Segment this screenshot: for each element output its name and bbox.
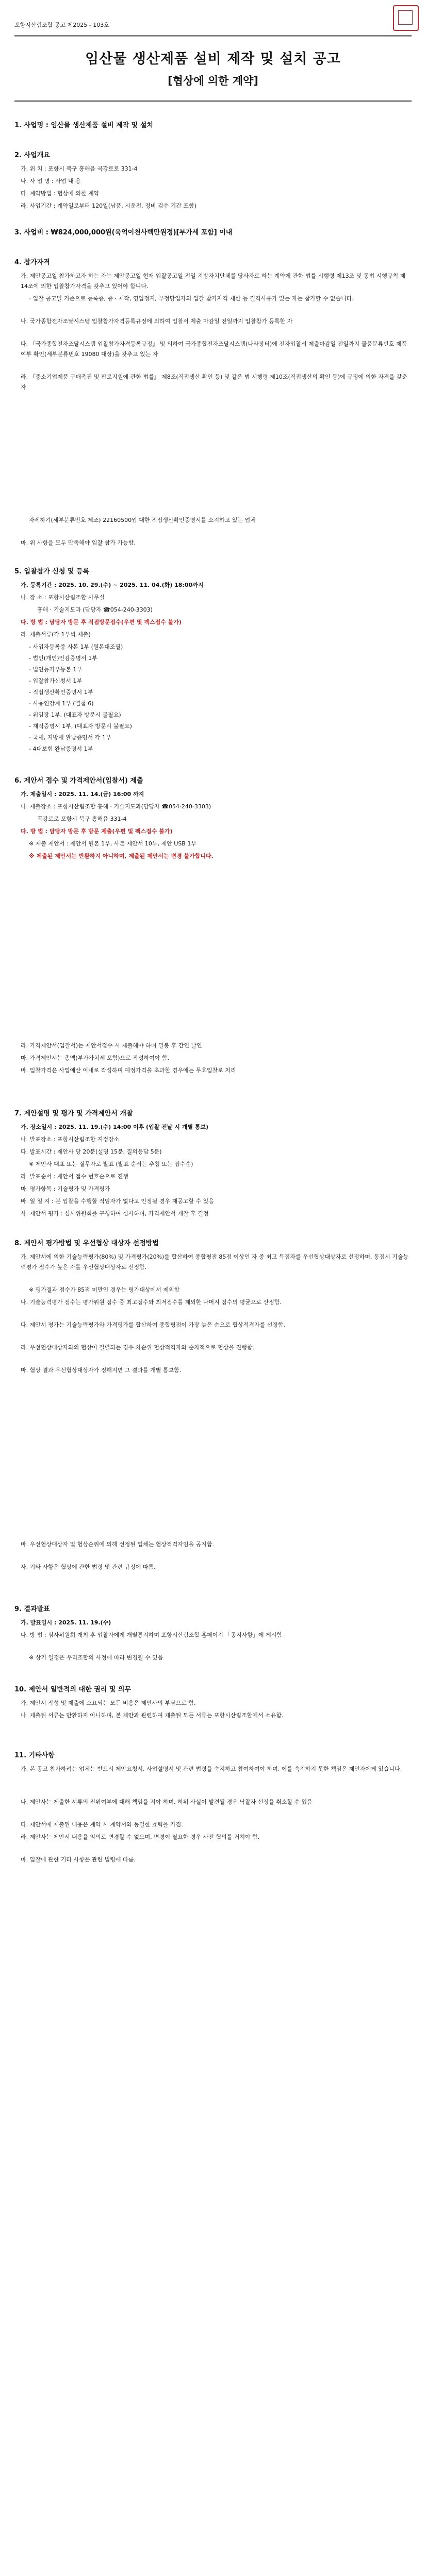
section-3-title: 3. 사업비 : ₩824,000,000원(육억이천사백만원정)[부가세 포함] 이내 (14, 229, 233, 236)
section-10-line: 나. 제출된 서류는 반환하지 아니하며, 본 제안과 관련하여 제출된 모든 서류는 포항시산림조합에서 소유함. (21, 1712, 284, 1719)
section-9-line: 가. 발표일시 : 2025. 11. 19.(수) (21, 1619, 111, 1626)
section-7-line: 바. 일 일 지 : 본 입찰을 수행할 적임자가 없다고 인정될 경우 재공고할 수 있음 (21, 1198, 214, 1205)
section-4-line: 다. 『국가종합전자조달시스템 입찰참가자격등록규정』 및 의하여 국가종합전자조달시스템(나라장터)에 전자입찰서 제출마감일 전일까지 물품분류번호 제품 여부 확인(세부분류번호 19080 대상)을 갖추고 있는 자 (21, 341, 407, 358)
section-5-title: 5. 입찰참가 신청 및 등록 (14, 568, 90, 575)
section-6-line: 바. 입찰가격은 사업예산 이내로 작성하며 예정가격을 초과한 경우에는 무효입찰로 처리 (21, 1067, 236, 1074)
section-7-line: 마. 평가항목 : 기술평가 및 가격평가 (21, 1185, 110, 1192)
page-title: 임산물 생산제품 설비 제작 및 설치 공고 (85, 51, 341, 67)
section-8-line: 사. 기타 사항은 협상에 관한 법령 및 관련 규정에 따름. (21, 1564, 156, 1570)
section-5-line: 라. 제출서류(각 1부씩 제출) (21, 631, 91, 638)
section-11-line: 가. 본 공고 참가하려는 업체는 반드시 제안요청서, 사업설명서 및 관련 법령을 숙지하고 참여하여야 하며, 이를 숙지하지 못한 책임은 제안자에게 있습니다. (21, 1766, 402, 1772)
section-6-line: ※ 제출 제안서 : 제안서 원본 1부, 사본 제안서 10부, 제안 USB 1부 (29, 840, 196, 847)
section-1-title: 1. 사업명 : 임산물 생산제품 설비 제작 및 설치 (14, 122, 153, 129)
section-5-line: - 법인등기부등본 1부 (29, 666, 82, 673)
section-4-line: 라. 『중소기업제품 구매촉진 및 판로지원에 관한 법률』 제8조(직접생산 확인 등) 및 같은 법 시행령 제10조(직접생산의 확인 등)에 규정에 의한 자격을 갖춘 자 (21, 374, 407, 391)
section-8-line: 나. 기술능력평가 점수는 평가위원 점수 중 최고점수와 최저점수를 제외한 나머지 점수의 평균으로 산정함. (21, 1299, 282, 1306)
section-10-title: 10. 제안서 일반적의 대한 권리 및 의무 (14, 1686, 131, 1693)
title-box (14, 35, 412, 102)
section-5-line: - 법인(개인)인감증명서 1부 (29, 655, 97, 662)
section-7-line: ※ 제안사 대표 또는 실무자로 발표 (발표 순서는 추첨 또는 접수순) (29, 1161, 193, 1167)
section-6-line: 가. 제출일시 : 2025. 11. 14.(금) 16:00 까지 (21, 791, 144, 798)
section-8-line: 다. 제안서 평가는 기술능력평가와 가격평가를 합산하여 종합평점이 가장 높은 순으로 협상적격자를 선정함. (21, 1321, 285, 1328)
organization-seal-icon (393, 5, 419, 31)
notice-number: 포항시산림조합 공고 제2025 - 103호 (14, 22, 109, 28)
section-7-line: 다. 발표시간 : 제안사 당 20분(설명 15분, 질의응답 5분) (21, 1148, 162, 1155)
section-11-line: 나. 제안사는 제출한 서류의 진위여부에 대해 책임을 져야 하며, 허위 사실이 발견될 경우 낙찰자 선정을 취소할 수 있음 (21, 1799, 313, 1805)
section-11-title: 11. 기타사항 (14, 1752, 55, 1759)
section-8-line: 마. 협상 결과 우선협상대상자가 정해지면 그 결과를 개별 통보함. (21, 1367, 182, 1374)
section-7-title: 7. 제안설명 및 평가 및 가격제안서 개찰 (14, 1110, 133, 1117)
section-5-line: - 직접생산확인증명서 1부 (29, 689, 93, 696)
section-5-line: 나. 장 소 : 포항시산림조합 사무실 (21, 594, 105, 601)
section-9-title: 9. 결과발표 (14, 1605, 50, 1613)
section-5-line: - 재직증명서 1부, (대표자 방문시 불필요) (29, 723, 132, 730)
section-4-line: 자세하기(세부분류번호 제조) 22160500입 대한 직접생산확인증명서를 소지하고 있는 업체 (29, 517, 256, 523)
section-4-line: 마. 위 사항을 모두 만족해야 입찰 참가 가능함. (21, 539, 136, 546)
section-7-line: 나. 발표장소 : 포항시산림조합 지정장소 (21, 1136, 120, 1143)
section-5-line: 흥해 · 기술지도과 (담당자 ☎054-240-3303) (37, 606, 153, 613)
page-subtitle: [협상에 의한 계약] (168, 75, 258, 87)
section-6-line: ※ 제출된 제안서는 반환하지 아니하며, 제출된 제안서는 변경 불가합니다. (29, 853, 214, 859)
section-10-line: 가. 제안서 작성 및 제출에 소요되는 모든 비용은 제안사의 부담으로 함. (21, 1700, 196, 1706)
section-11-line: 마. 입찰에 관한 기타 사항은 관련 법령에 따름. (21, 1856, 136, 1863)
section-5-line: - 위임장 1부, (대표자 방문시 불필요) (29, 711, 121, 718)
section-2-line: 가. 위 치 : 포항시 북구 흥해읍 곡강로로 331-4 (21, 165, 138, 172)
section-8-line: 바. 우선협상대상자 및 협상순위에 의해 선정된 업체는 협상적격자임을 공지함. (21, 1541, 214, 1548)
section-7-line: 가. 장소일시 : 2025. 11. 19.(수) 14:00 이후 (입찰 전날 시 개별 통보) (21, 1124, 209, 1130)
section-9-line: 나. 방 법 : 심사위원회 개최 후 입찰자에게 개별통지하며 포항시산림조합 홈페이지 「공지사항」에 게시함 (21, 1632, 282, 1638)
section-8-line: ※ 평가결과 점수가 85점 미만인 경우는 평가대상에서 제외함 (29, 1286, 180, 1293)
section-11-line: 다. 제안서에 제출된 내용은 계약 시 계약서와 동일한 효력을 가짐. (21, 1821, 183, 1828)
section-5-line: 가. 등록기간 : 2025. 10. 29.(수) ~ 2025. 11. 04.(화) 18:00까지 (21, 582, 204, 588)
section-6-line: 곡강로로 포항시 북구 흥해읍 331-4 (37, 816, 127, 822)
section-9-line: ※ 상기 일정은 우리조합의 사정에 따라 변경될 수 있음 (29, 1654, 163, 1661)
section-8-line: 라. 우선협상대상자와의 협상이 결렬되는 경우 차순위 협상적격자와 순차적으로 협상을 진행함. (21, 1344, 254, 1351)
section-6-line: 나. 제출장소 : 포항시산림조합 흥해 · 기술지도과(담당자 ☎054-240-3303) (21, 803, 211, 810)
section-5-line: - 사용인감계 1부 (별첨 6) (29, 700, 94, 707)
section-5-line: 다. 방 법 : 담당자 방문 후 직접방문접수(우편 및 팩스접수 불가) (21, 619, 182, 625)
section-5-line: - 입찰참가신청서 1부 (29, 677, 82, 684)
section-5-line: - 4대보험 완납증명서 1부 (29, 745, 93, 752)
section-2-title: 2. 사업개요 (14, 151, 50, 159)
section-2-line: 다. 계약방법 : 협상에 의한 계약 (21, 190, 100, 197)
section-7-line: 사. 제안서 평가 : 심사위원회를 구성하여 심사하며, 가격제안서 개찰 후 결정 (21, 1210, 209, 1217)
section-6-line: 다. 방 법 : 담당자 방문 후 방문 제출(우편 및 팩스접수 불가) (21, 828, 173, 835)
section-2-line: 라. 사업기간 : 계약일로부터 120일(납품, 시운전, 정비 검수 기간 포함) (21, 202, 196, 209)
section-5-line: - 국세, 지방세 완납증명서 각 1부 (29, 734, 111, 741)
section-7-line: 라. 발표순서 : 제안서 접수 번호순으로 진행 (21, 1173, 128, 1180)
section-4-line: 가. 제안공고일 참가하고자 하는 자는 제안공고일 현재 입찰공고일 전일 지방자치단체를 당사자로 하는 계약에 관한 법률 시행령 제13조 및 동법 시행규칙 제14조에 의한 입찰참가자격을 갖추고 있어야 합니다. (21, 273, 406, 290)
section-6-line: 마. 가격제안서는 총액(부가가치세 포함)으로 작성하여야 함. (21, 1055, 170, 1061)
section-8-title: 8. 제안서 평가방법 및 우선협상 대상자 선정방법 (14, 1240, 159, 1247)
section-5-line: - 사업자등록증 사본 1부 (원본대조필) (29, 643, 123, 650)
section-4-line: 나. 국가종합전자조달시스템 입찰참가자격등록규정에 의하여 입찰서 제출 마감일 전일까지 입찰참가 등록한 자 (21, 318, 293, 325)
section-4-title: 4. 참가자격 (14, 259, 50, 266)
section-6-line: 라. 가격제안서(입찰서)는 제안서접수 시 제출해야 하며 밀봉 후 간인 날인 (21, 1042, 202, 1049)
section-2-line: 나. 사 업 명 : 사업 내 용 (21, 178, 81, 184)
section-6-title: 6. 제안서 접수 및 가격제안서(입찰서) 제출 (14, 777, 143, 785)
section-4-line: - 입찰 공고일 기준으로 등록증, 중 · 제작, 영업정지, 부정당업자의 입찰 참가자격 제한 등 결격사유가 있는 자는 참가할 수 없습니다. (29, 295, 354, 302)
section-8-line: 가. 제안서에 의한 기술능력평가(80%) 및 가격평가(20%)를 합산하여 종합평점 85점 이상인 자 중 최고 득점자를 우선협상대상자로 선정하며, 동점시 기술능력평가 점수가 높은 자를 우선협상대상자로 선정함. (21, 1253, 409, 1270)
section-11-line: 라. 제안사는 제안서 내용을 임의로 변경할 수 없으며, 변경이 필요한 경우 사전 협의를 거쳐야 함. (21, 1834, 260, 1840)
